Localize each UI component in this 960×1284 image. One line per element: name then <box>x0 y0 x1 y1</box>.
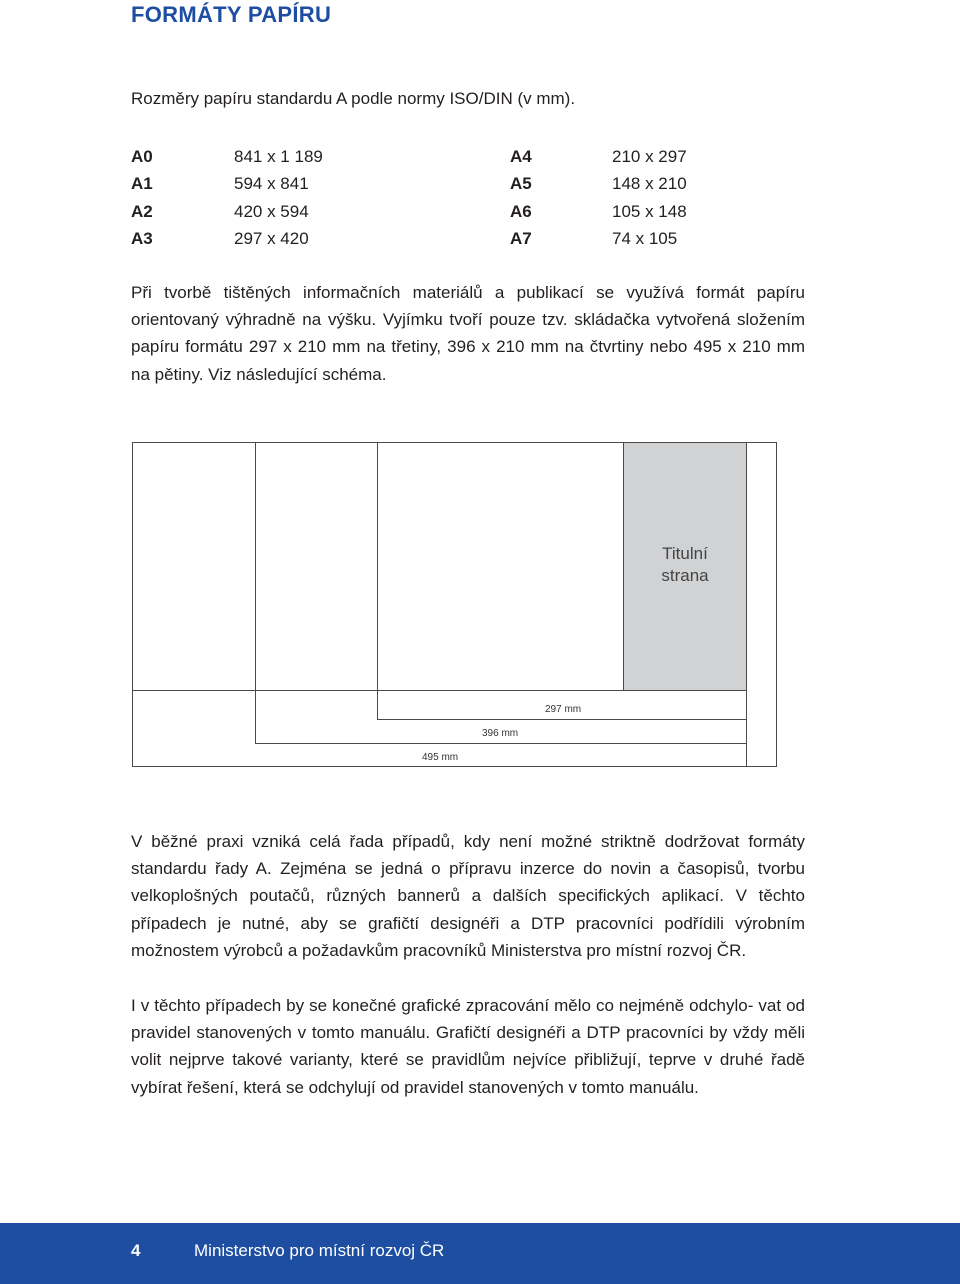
format-code: A2 <box>131 201 153 221</box>
fold-line <box>377 443 378 719</box>
format-row <box>131 170 731 197</box>
format-code: A3 <box>131 229 153 249</box>
dimension-label-297: 297 mm <box>545 704 582 715</box>
cover-label-line1: Titulní <box>662 544 708 563</box>
format-size: 148 x 210 <box>612 174 687 194</box>
page-number: 4 <box>131 1241 141 1260</box>
format-size: 594 x 841 <box>234 174 309 194</box>
format-size: 297 x 420 <box>234 229 309 249</box>
format-row <box>131 225 731 252</box>
fold-line <box>746 443 747 766</box>
dimension-label-396: 396 mm <box>482 728 519 739</box>
dimension-line-297 <box>377 719 746 720</box>
format-size: 74 x 105 <box>612 229 678 249</box>
dimension-tick <box>255 690 256 743</box>
paragraph-practice: V běžné praxi vzniká celá řada případů, kdy není možné striktně dodržovat formáty standardu řady A. Zejména se jedná o přípravu inzerce do novin a časopisů, tvorbu velkoplošných poutačů, různých bannerů a dalších specifických aplikací. V těchto případech je nutné, aby se grafičtí designéři a DTP pracovníci podřídili výrobním možnostem výrobců a požadavkům pracovníků Ministerstva pro místní rozvoj ČR. <box>131 832 805 960</box>
format-code: A6 <box>510 201 532 221</box>
page-title: FORMÁTY PAPÍRU <box>131 2 332 27</box>
intro-text: Rozměry papíru standardu A podle normy ISO/DIN (v mm). <box>131 89 576 108</box>
paragraph-deviations: I v těchto případech by se konečné grafické zpracování mělo co nejméně odchylo- vat od pravidel stanovených v tomto manuálu. Grafičtí designéři a DTP pracovníci by vždy měli volit nejprve takové varianty, které se pravidlům nejvíce přibližují, teprve v druhé řadě vybírat řešení, která se odchylují od pravidel stanovených v tomto manuálu. <box>131 996 805 1097</box>
format-size: 210 x 297 <box>612 147 687 166</box>
dimension-line-396 <box>255 743 746 744</box>
format-code: A1 <box>131 174 153 194</box>
format-size: 420 x 594 <box>234 201 309 221</box>
paragraph-folding: Při tvorbě tištěných informačních materiálů a publikací se využívá formát papíru orientovaný výhradně na výšku. Vyjímku tvoří pouze tzv. skládačka vytvořená složením papíru formátu 297 x 210 mm na třetiny, 396 x 210 mm na čtvrtiny nebo 495 x 210 mm na pětiny. Viz následující schéma. <box>131 283 805 384</box>
format-code: A5 <box>510 174 532 194</box>
format-code: A7 <box>510 229 532 249</box>
fold-line <box>255 443 256 690</box>
cover-label <box>624 543 746 587</box>
format-table <box>131 143 731 253</box>
footer-bar <box>0 1223 960 1284</box>
cover-label-line2: strana <box>661 566 709 585</box>
format-size: 841 x 1 189 <box>234 147 323 166</box>
footer-ministry: Ministerstvo pro místní rozvoj ČR <box>194 1241 445 1260</box>
format-size: 105 x 148 <box>612 201 687 221</box>
folding-diagram <box>132 442 777 767</box>
format-row <box>131 198 731 225</box>
format-code: A0 <box>131 147 153 166</box>
format-code: A4 <box>510 147 532 166</box>
separator-line <box>133 690 746 691</box>
format-row <box>131 143 731 170</box>
dimension-label-495: 495 mm <box>422 752 459 763</box>
